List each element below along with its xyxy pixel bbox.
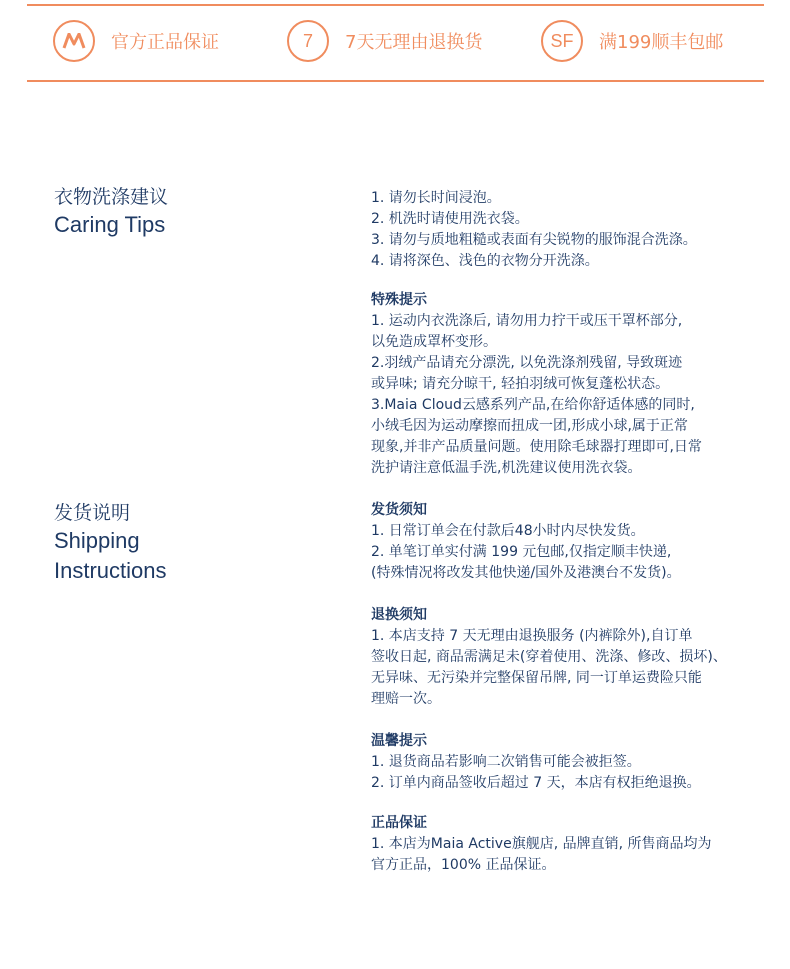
sf-icon: SF	[541, 20, 583, 62]
return-notice	[371, 605, 766, 710]
special-line: 2.羽绒产品请充分漂洗, 以免洗涤剂残留, 导致斑迹	[371, 355, 683, 371]
authentic-line: 1. 本店为Maia Active旗舰店, 品牌直销, 所售商品均为	[371, 836, 712, 852]
return-notice-line: 签收日起, 商品需满足未(穿着使用、洗涤、修改、损坏)、	[371, 649, 727, 665]
shipping-notice-line: 1. 日常订单会在付款后48小时内尽快发货。	[371, 523, 645, 539]
tip-line: 1. 请勿长时间浸泡。	[371, 190, 501, 206]
warm-tips	[371, 731, 766, 794]
special-line: 1. 运动内衣洗涤后, 请勿用力拧干或压干罩杯部分,	[371, 313, 683, 329]
shipping-title-en-1: Shipping	[54, 528, 140, 553]
return-notice-line: 1. 本店支持 7 天无理由退换服务 (内裤除外),自订单	[371, 628, 693, 644]
shipping-title	[54, 500, 167, 586]
special-line: 或异味; 请充分晾干, 轻拍羽绒可恢复蓬松状态。	[371, 376, 670, 392]
caring-tips-list	[371, 188, 766, 272]
tip-line: 3. 请勿与质地粗糙或表面有尖锐物的服饰混合洗涤。	[371, 232, 697, 248]
return-notice-heading: 退换须知	[371, 607, 427, 623]
shipping-title-en-2: Instructions	[54, 558, 167, 583]
special-heading: 特殊提示	[371, 292, 427, 308]
special-line: 以免造成罩杯变形。	[371, 334, 497, 350]
special-line: 小绒毛因为运动摩擦而扭成一团,形成小球,属于正常	[371, 418, 688, 434]
shipping-notice	[371, 500, 766, 584]
authentic-line: 官方正品，100% 正品保证。	[371, 857, 556, 873]
badge-label: 满199顺丰包邮	[599, 32, 724, 53]
caring-title-zh: 衣物洗涤建议	[54, 186, 169, 208]
special-notes	[371, 290, 766, 479]
return-notice-line: 理赔一次。	[371, 691, 441, 707]
special-line: 3.Maia Cloud云感系列产品,在给你舒适体感的同时,	[371, 397, 695, 413]
caring-title	[54, 184, 168, 240]
tip-line: 4. 请将深色、浅色的衣物分开洗涤。	[371, 253, 599, 269]
shipping-title-zh: 发货说明	[54, 502, 131, 524]
logo-m-icon	[53, 20, 95, 62]
special-line: 洗护请注意低温手洗,机洗建议使用洗衣袋。	[371, 460, 642, 476]
caring-title-en: Caring Tips	[54, 212, 166, 237]
shipping-notice-line: 2. 单笔订单实付满 199 元包邮,仅指定顺丰快递,	[371, 544, 672, 560]
badge-authentic	[53, 18, 219, 64]
warm-tips-line: 1. 退货商品若影响二次销售可能会被拒签。	[371, 754, 641, 770]
tip-line: 2. 机洗时请使用洗衣袋。	[371, 211, 529, 227]
badge-label: 官方正品保证	[111, 32, 219, 53]
authentic-heading: 正品保证	[371, 815, 427, 831]
authentic-guarantee	[371, 813, 766, 876]
badge-sf-shipping	[541, 18, 723, 64]
badge-7day-return	[287, 18, 482, 64]
warm-tips-line: 2. 订单内商品签收后超过 7 天，本店有权拒绝退换。	[371, 775, 701, 791]
badge-label: 7天无理由退换货	[345, 32, 483, 53]
shipping-notice-heading: 发货须知	[371, 502, 427, 518]
warm-tips-heading: 温馨提示	[371, 733, 427, 749]
seven-icon: 7	[287, 20, 329, 62]
special-line: 现象,并非产品质量问题。使用除毛球器打理即可,日常	[371, 439, 702, 455]
return-notice-line: 无异味、无污染并完整保留吊牌, 同一订单运费险只能	[371, 670, 702, 686]
shipping-notice-line: (特殊情况将改发其他快递/国外及港澳台不发货)。	[371, 565, 681, 581]
